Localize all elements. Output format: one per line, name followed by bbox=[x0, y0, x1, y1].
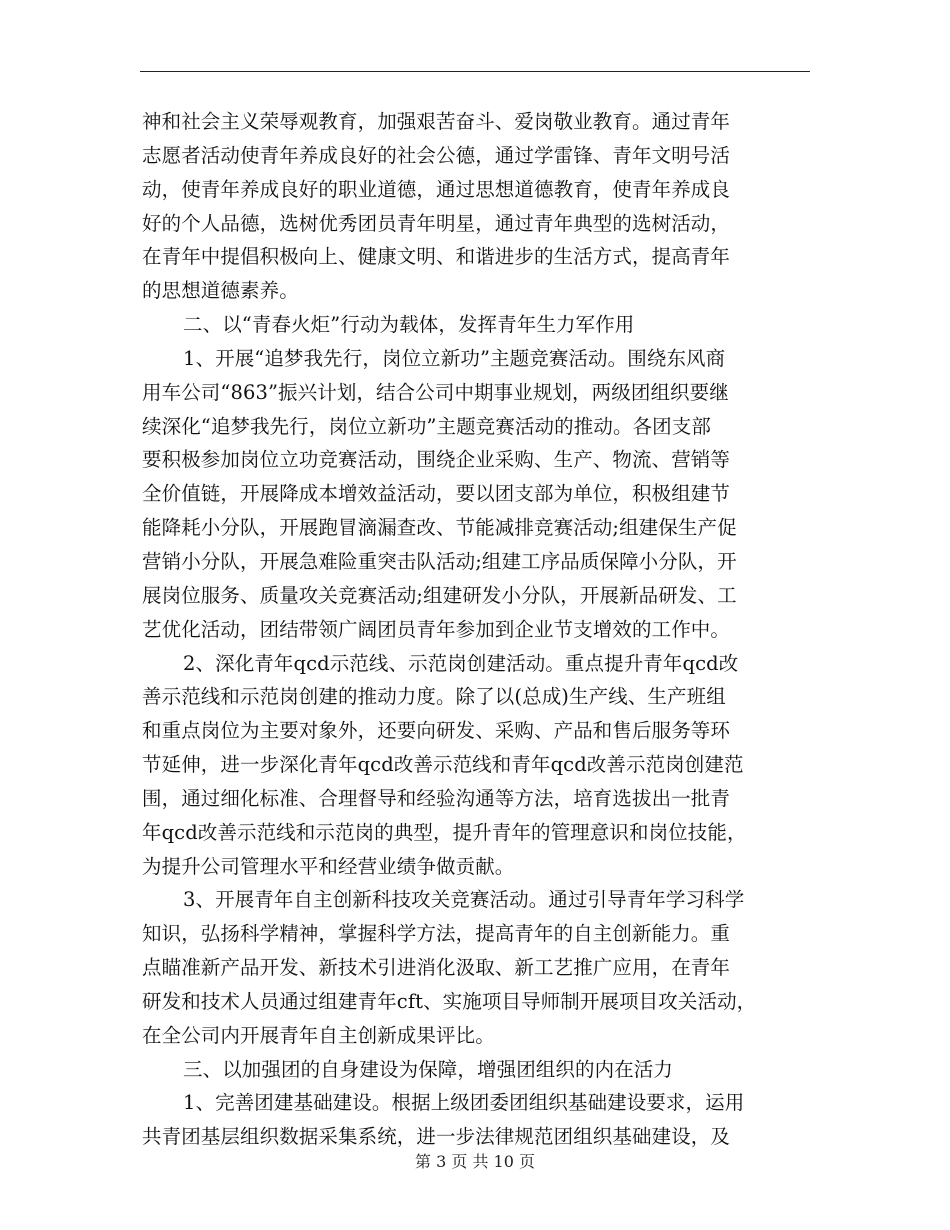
body-line: 围，通过细化标准、合理督导和经验沟通等方法，培育选拔出一批青 bbox=[142, 786, 731, 810]
body-line: 在青年中提倡积极向上、健康文明、和谐进步的生活方式，提高青年 bbox=[142, 245, 731, 269]
body-line: 续深化“追梦我先行，岗位立新功”主题竞赛活动的推动。各团支部 bbox=[142, 414, 711, 438]
body-line: 善示范线和示范岗创建的推动力度。除了以(总成)生产线、生产班组 bbox=[142, 685, 726, 709]
body-line: 全价值链，开展降成本增效益活动，要以团支部为单位，积极组建节 bbox=[142, 482, 731, 506]
body-line: 1、完善团建基础建设。根据上级团委团组织基础建设要求，运用 bbox=[183, 1091, 745, 1115]
body-line: 艺优化活动，团结带领广阔团员青年参加到企业节支增效的工作中。 bbox=[142, 617, 731, 641]
body-line: 和重点岗位为主要对象外，还要向研发、采购、产品和售后服务等环 bbox=[142, 719, 731, 743]
body-line: 2、深化青年qcd示范线、示范岗创建活动。重点提升青年qcd改 bbox=[183, 651, 739, 675]
body-line: 3、开展青年自主创新科技攻关竞赛活动。通过引导青年学习科学 bbox=[183, 888, 745, 912]
body-line: 为提升公司管理水平和经营业绩争做贡献。 bbox=[142, 854, 515, 878]
document-body bbox=[142, 105, 810, 1154]
body-line: 志愿者活动使青年养成良好的社会公德，通过学雷锋、青年文明号活 bbox=[142, 143, 731, 167]
body-line: 的思想道德素养。 bbox=[142, 279, 299, 303]
body-line: 展岗位服务、质量攻关竞赛活动;组建研发小分队，开展新品研发、工 bbox=[142, 583, 737, 607]
body-line: 能降耗小分队，开展跑冒滴漏查改、节能减排竞赛活动;组建保生产促 bbox=[142, 516, 737, 540]
body-line: 在全公司内开展青年自主创新成果评比。 bbox=[142, 1023, 495, 1047]
body-line: 年qcd改善示范线和示范岗的典型，提升青年的管理意识和岗位技能， bbox=[142, 820, 747, 844]
section-heading: 二、以“青春火炬”行动为载体，发挥青年生力军作用 bbox=[183, 313, 635, 337]
section-heading: 三、以加强团的自身建设为保障，增强团组织的内在活力 bbox=[183, 1057, 674, 1081]
body-line: 点瞄准新产品开发、新技术引进消化汲取、新工艺推广应用，在青年 bbox=[142, 956, 731, 980]
body-line: 研发和技术人员通过组建青年cft、实施项目导师制开展项目攻关活动， bbox=[142, 989, 757, 1013]
header-rule bbox=[140, 71, 810, 72]
body-line: 节延伸，进一步深化青年qcd改善示范线和青年qcd改善示范岗创建范 bbox=[142, 753, 744, 777]
body-line: 好的个人品德，选树优秀团员青年明星，通过青年典型的选树活动， bbox=[142, 211, 731, 235]
body-line: 动，使青年养成良好的职业道德，通过思想道德教育，使青年养成良 bbox=[142, 177, 731, 201]
body-line: 共青团基层组织数据采集系统，进一步法律规范团组织基础建设，及 bbox=[142, 1125, 731, 1149]
page-number-footer: 第 3 页 共 10 页 bbox=[415, 1152, 535, 1171]
body-line: 要积极参加岗位立功竞赛活动，围绕企业采购、生产、物流、营销等 bbox=[142, 448, 731, 472]
body-line: 1、开展“追梦我先行，岗位立新功”主题竞赛活动。围绕东风商 bbox=[183, 346, 726, 370]
body-line: 用车公司“863”振兴计划，结合公司中期事业规划，两级团组织要继 bbox=[142, 380, 729, 404]
body-line: 神和社会主义荣辱观教育，加强艰苦奋斗、爱岗敬业教育。通过青年 bbox=[142, 110, 731, 133]
body-line: 营销小分队，开展急难险重突击队活动;组建工序品质保障小分队，开 bbox=[142, 549, 737, 573]
body-line: 知识，弘扬科学精神，掌握科学方法，提高青年的自主创新能力。重 bbox=[142, 922, 731, 946]
